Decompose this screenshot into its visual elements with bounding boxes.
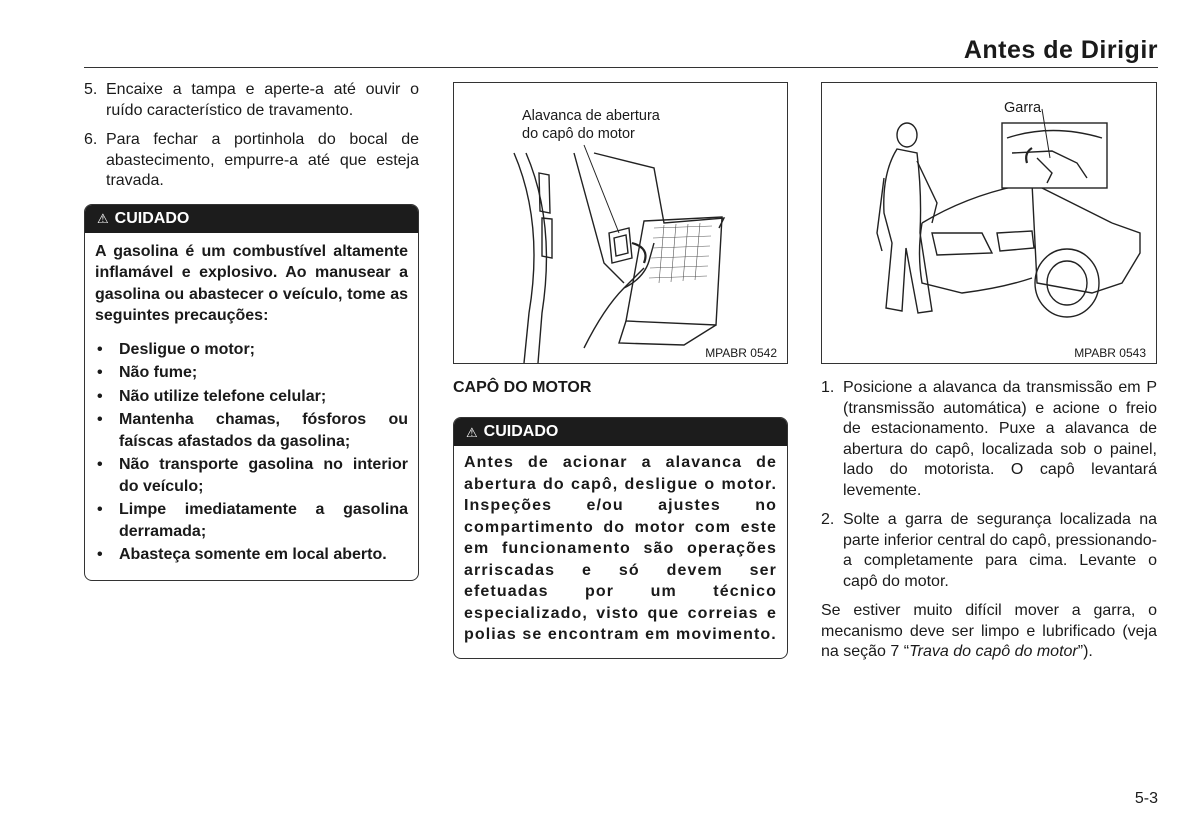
precaution-text: Abasteça somente em local aberto.: [119, 546, 387, 563]
caution-body: [85, 233, 418, 580]
precaution-text: Não transporte gasolina no interior do veículo;: [119, 456, 408, 495]
caution-box-hood: [453, 417, 788, 659]
caution-header: [454, 418, 787, 446]
list-item: [821, 510, 1157, 592]
step-text: Para fechar a portinhola do bocal de abastecimento, empurre-a até que esteja travada.: [106, 131, 419, 189]
caution-title: CUIDADO: [483, 423, 559, 440]
list-item: [95, 544, 408, 566]
warning-triangle-icon: ⚠: [466, 424, 478, 440]
column-left: [84, 80, 419, 581]
bullet-icon: •: [97, 456, 103, 473]
step-list-right: [821, 378, 1157, 592]
step-text: Posicione a alavanca da transmissão em P (transmissão automática) e acione o freio de estacionamento. Puxe a alavanca de abertura do capô, localizada sob o painel, lado do motorista. O capô levantará levemente.: [843, 379, 1157, 499]
header-rule: [84, 67, 1158, 68]
list-item: [95, 362, 408, 384]
step-text: Solte a garra de segurança localizada na parte inferior central do capô, pressionando-a completamente para cima. Levante o capô do motor.: [843, 511, 1157, 590]
caution-box-fuel: [84, 204, 419, 581]
precaution-list: [95, 339, 408, 566]
caution-header: [85, 205, 418, 233]
list-item: [95, 386, 408, 408]
bullet-icon: •: [97, 387, 103, 405]
page-number: 5-3: [1134, 790, 1158, 807]
figure-label: [522, 107, 660, 143]
caution-title: CUIDADO: [114, 209, 190, 227]
figure-label: Garra: [1004, 100, 1042, 116]
list-item: [95, 454, 408, 497]
precaution-text: Desligue o motor;: [119, 340, 256, 358]
column-middle: [453, 82, 788, 659]
section-title: CAPÔ DO MOTOR: [453, 379, 592, 396]
bullet-icon: •: [97, 411, 103, 428]
note-reference: Trava do capô do motor: [909, 643, 1078, 660]
caution-intro: A gasolina é um combustível altamente inflamável e explosivo. Ao manusear a gasolina ou abastecer o veículo, tome as seguintes precauções:: [95, 242, 408, 324]
step-number: 1.: [821, 379, 835, 396]
figure-label-line-2: do capô do motor: [522, 126, 635, 142]
precaution-text: Mantenha chamas, fósforos ou faíscas afastados da gasolina;: [119, 411, 408, 450]
page-header-title: Antes de Dirigir: [963, 36, 1158, 64]
precaution-text: Não utilize telefone celular;: [119, 387, 327, 405]
note-text-end: ”).: [1077, 643, 1093, 660]
precaution-text: Limpe imediatamente a gasolina derramada;: [119, 501, 408, 540]
caution-text: Antes de acionar a alavanca de abertura do capô, desligue o motor. Inspeções e/ou ajustes no compartimento do motor com este em funcionamento são operações arriscadas e só devem ser efetuadas por um técnico especializado, visto que correias e polias se encontram em movimento.: [464, 454, 777, 643]
list-item: [95, 409, 408, 452]
list-item: [95, 499, 408, 542]
bullet-icon: •: [97, 501, 103, 518]
step-number: 2.: [821, 511, 835, 528]
figure-code: MPABR 0543: [1074, 346, 1146, 360]
hood-latch-illustration: [822, 83, 1158, 363]
list-item: [84, 130, 419, 192]
precaution-text: Não fume;: [119, 364, 198, 381]
bullet-icon: •: [97, 546, 103, 563]
bullet-icon: •: [97, 340, 103, 358]
step-number: 6.: [84, 131, 98, 148]
list-item: [95, 339, 408, 361]
step-number: 5.: [84, 81, 98, 98]
caution-body: [454, 446, 787, 658]
figure-label-line-1: Alavanca de abertura: [522, 108, 660, 124]
note-text: Se estiver muito difícil mover a garra, o mecanismo deve ser limpo e lubrificado (veja na seção 7 “: [821, 602, 1157, 660]
warning-triangle-icon: ⚠: [97, 211, 109, 226]
step-text: Encaixe a tampa e aperte-a até ouvir o ruído característico de travamento.: [106, 81, 419, 119]
step-list-left: [84, 80, 419, 192]
figure-hood-latch: [821, 82, 1157, 364]
figure-hood-release-lever: [453, 82, 788, 364]
list-item: [84, 80, 419, 121]
note-paragraph: [821, 601, 1157, 663]
figure-code: MPABR 0542: [705, 346, 777, 360]
bullet-icon: •: [97, 364, 103, 381]
column-right: [821, 82, 1157, 663]
list-item: [821, 378, 1157, 501]
